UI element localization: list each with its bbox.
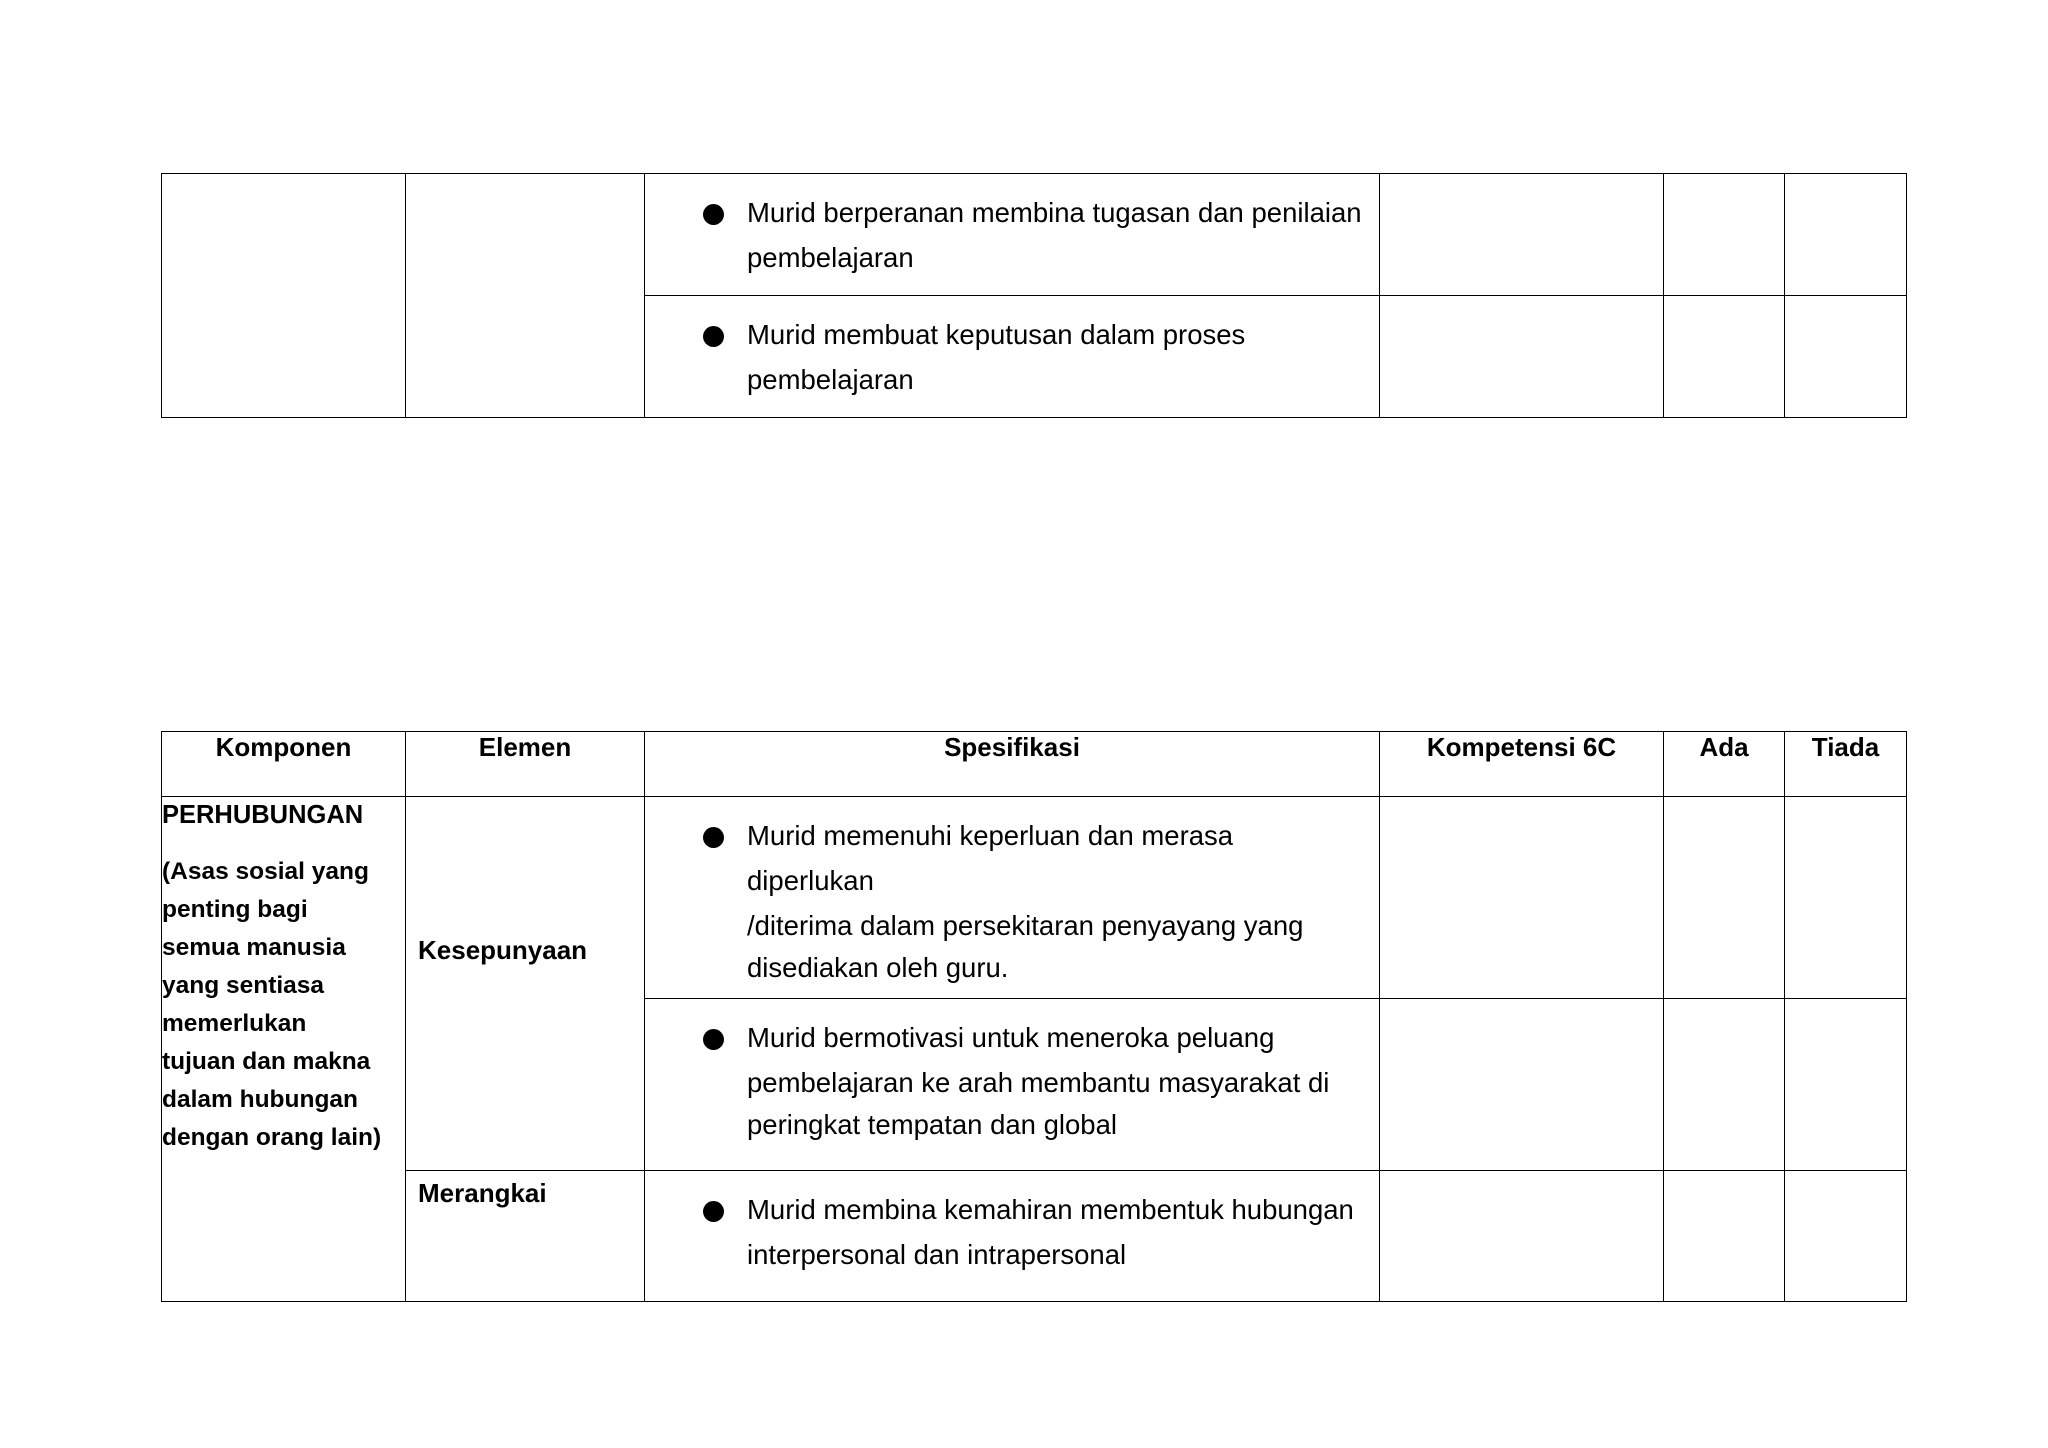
- desc-line: dengan orang lain): [162, 1124, 382, 1151]
- table-row: [162, 1171, 1907, 1302]
- desc-line: (Asas sosial yang: [162, 858, 369, 885]
- header-row: [162, 732, 1907, 797]
- spec-line: /diterima dalam persekitaran penyayang yang: [747, 910, 1304, 941]
- bullet-item: [645, 1171, 1379, 1287]
- header-ada: Ada: [1664, 732, 1785, 797]
- bullet-item: [645, 797, 1379, 998]
- desc-line: tujuan dan makna: [162, 1048, 371, 1075]
- tiada-cell: [1785, 174, 1907, 296]
- continuation-table: [161, 173, 1907, 418]
- ada-cell: [1664, 797, 1785, 999]
- tiada-cell: [1785, 797, 1907, 999]
- table-row: [162, 797, 1907, 999]
- bullet-item: [645, 296, 1379, 412]
- bullet-icon: [703, 326, 724, 347]
- spesifikasi-cell: [645, 999, 1380, 1171]
- kompetensi-cell: [1380, 1171, 1664, 1302]
- perhubungan-table: [161, 731, 1907, 1302]
- kompetensi-cell: [1380, 797, 1664, 999]
- header-elemen: Elemen: [406, 732, 645, 797]
- bullet-icon: [703, 204, 724, 225]
- desc-line: semua manusia: [162, 934, 346, 961]
- spesifikasi-cell: [645, 296, 1380, 418]
- kompetensi-cell: [1380, 296, 1664, 418]
- ada-cell: [1664, 296, 1785, 418]
- desc-line: memerlukan: [162, 1010, 307, 1037]
- bullet-icon: [703, 827, 724, 848]
- desc-line: penting bagi: [162, 896, 308, 923]
- spec-line: peringkat tempatan dan global: [747, 1109, 1117, 1140]
- ada-cell: [1664, 174, 1785, 296]
- spesifikasi-cell: [645, 797, 1380, 999]
- bullet-icon: [703, 1029, 724, 1050]
- spec-line: Murid berperanan membina tugasan dan penilaian: [747, 197, 1362, 228]
- header-komponen: Komponen: [162, 732, 406, 797]
- spec-line: Murid membina kemahiran membentuk hubungan: [747, 1194, 1354, 1225]
- komponen-cell: [162, 174, 406, 418]
- elemen-cell-kesepunyaan: [406, 797, 645, 1171]
- elemen-kesepunyaan: Kesepunyaan: [418, 935, 588, 965]
- kompetensi-cell: [1380, 999, 1664, 1171]
- komponen-description: [162, 853, 405, 1157]
- desc-line: yang sentiasa: [162, 972, 325, 999]
- spec-line: Murid membuat keputusan dalam proses: [747, 319, 1246, 350]
- header-tiada: Tiada: [1785, 732, 1907, 797]
- spesifikasi-cell: [645, 174, 1380, 296]
- spec-line: pembelajaran ke arah membantu masyarakat di: [747, 1067, 1330, 1098]
- spec-line: pembelajaran: [747, 364, 914, 395]
- tiada-cell: [1785, 999, 1907, 1171]
- tiada-cell: [1785, 296, 1907, 418]
- spec-line: Murid memenuhi keperluan dan merasa diperlukan: [747, 820, 1234, 896]
- header-spesifikasi: Spesifikasi: [645, 732, 1380, 797]
- header-kompetensi: Kompetensi 6C: [1380, 732, 1664, 797]
- bullet-item: [645, 174, 1379, 290]
- komponen-cell: [162, 797, 406, 1302]
- spec-line: disediakan oleh guru.: [747, 952, 1009, 983]
- spec-line: interpersonal dan intrapersonal: [747, 1239, 1127, 1270]
- tiada-cell: [1785, 1171, 1907, 1302]
- elemen-cell: [406, 174, 645, 418]
- desc-line: dalam hubungan: [162, 1086, 358, 1113]
- spec-line: pembelajaran: [747, 242, 914, 273]
- elemen-cell-merangkai: [406, 1171, 645, 1302]
- spec-line: Murid bermotivasi untuk meneroka peluang: [747, 1022, 1275, 1053]
- kompetensi-cell: [1380, 174, 1664, 296]
- komponen-title: PERHUBUNGAN: [162, 801, 364, 829]
- elemen-merangkai: Merangkai: [418, 1178, 547, 1208]
- ada-cell: [1664, 1171, 1785, 1302]
- spesifikasi-cell: [645, 1171, 1380, 1302]
- ada-cell: [1664, 999, 1785, 1171]
- bullet-icon: [703, 1201, 724, 1222]
- bullet-item: [645, 999, 1379, 1155]
- table-row: [162, 174, 1907, 296]
